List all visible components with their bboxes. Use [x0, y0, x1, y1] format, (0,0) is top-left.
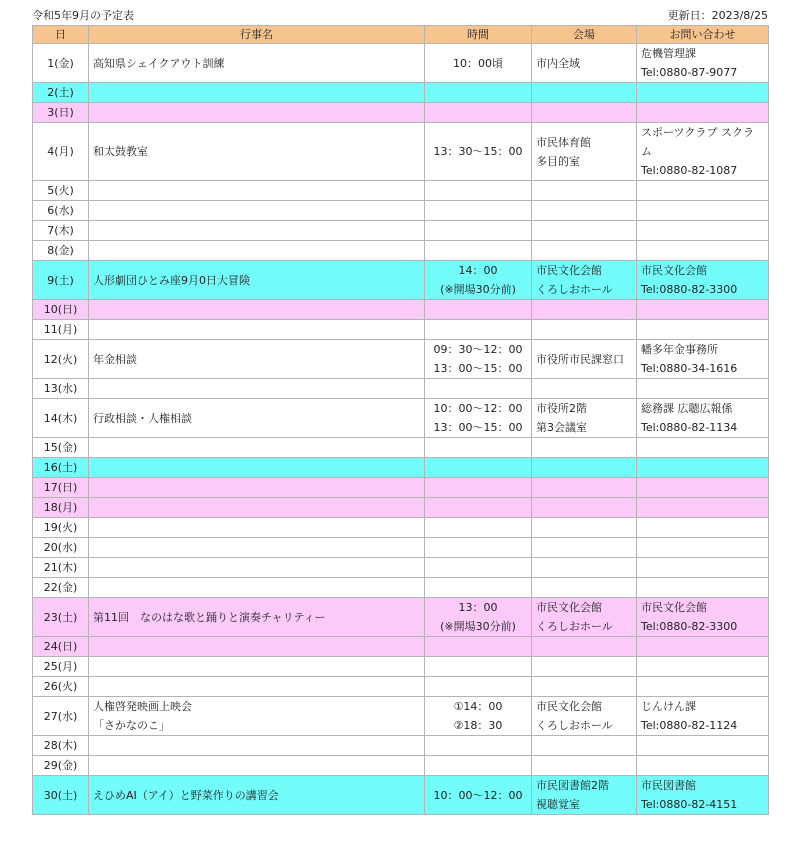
venue-text: 市民体育館: [536, 135, 591, 149]
contact-cell: [637, 221, 769, 241]
day-cell: 4(月): [33, 123, 89, 181]
contact-text: 幡多年金事務所: [641, 343, 718, 356]
contact-text: 市民図書館: [641, 779, 696, 792]
table-row: [33, 221, 769, 241]
day-cell: 15(金): [33, 438, 89, 458]
time-cell: [425, 518, 532, 538]
event-cell: [89, 123, 425, 181]
contact-cell: [637, 498, 769, 518]
event-text: 人権啓発映画上映会: [93, 700, 192, 713]
table-row: [33, 261, 769, 300]
venue-cell: [532, 657, 637, 677]
table-row: [33, 657, 769, 677]
venue-text: くろしおホール: [536, 719, 613, 732]
schedule-table-header: [33, 26, 769, 44]
day-cell: 30(土): [33, 776, 89, 815]
table-row: [33, 201, 769, 221]
venue-text: くろしおホール: [536, 620, 613, 633]
contact-text: 市民文化会館: [641, 601, 707, 614]
event-text: 年金相談: [93, 352, 137, 366]
contact-cell: [637, 181, 769, 201]
event-cell: [89, 221, 425, 241]
table-row: [33, 181, 769, 201]
table-row: [33, 458, 769, 478]
venue-cell: [532, 83, 637, 103]
event-cell: [89, 438, 425, 458]
venue-cell: [532, 756, 637, 776]
contact-cell: [637, 538, 769, 558]
column-header-day: 日: [33, 26, 89, 44]
time-text: 10：00～12：00: [433, 402, 523, 415]
venue-cell: [532, 478, 637, 498]
event-cell: [89, 261, 425, 300]
contact-text: Tel:0880-82-1134: [641, 421, 738, 434]
time-text: (※開場30分前): [440, 283, 516, 296]
column-header-time: 時間: [425, 26, 532, 44]
table-row: [33, 340, 769, 379]
event-cell: [89, 598, 425, 637]
time-text: 10：00～12：00: [433, 788, 523, 802]
table-row: [33, 241, 769, 261]
contact-cell: [637, 697, 769, 736]
event-cell: [89, 776, 425, 815]
time-cell: [425, 657, 532, 677]
table-row: [33, 83, 769, 103]
time-cell: [425, 578, 532, 598]
table-row: [33, 300, 769, 320]
event-cell: [89, 103, 425, 123]
time-cell: [425, 300, 532, 320]
time-cell: [425, 637, 532, 657]
venue-cell: [532, 201, 637, 221]
day-cell: 17(日): [33, 478, 89, 498]
contact-cell: [637, 598, 769, 637]
schedule-table-body: [33, 44, 769, 815]
contact-cell: [637, 83, 769, 103]
event-cell: [89, 637, 425, 657]
event-text: えひめAI（アイ）と野菜作りの講習会: [93, 788, 279, 802]
day-cell: 12(火): [33, 340, 89, 379]
contact-text: 危機管理課: [641, 47, 696, 60]
day-cell: 26(火): [33, 677, 89, 697]
table-row: [33, 103, 769, 123]
table-row: [33, 478, 769, 498]
time-cell: [425, 736, 532, 756]
event-cell: [89, 340, 425, 379]
event-cell: [89, 399, 425, 438]
contact-cell: [637, 458, 769, 478]
venue-cell: [532, 261, 637, 300]
time-cell: [425, 221, 532, 241]
table-row: [33, 756, 769, 776]
contact-text: Tel:0880-82-1087: [641, 164, 738, 177]
event-cell: [89, 300, 425, 320]
venue-cell: [532, 123, 637, 181]
table-row: [33, 677, 769, 697]
contact-cell: [637, 637, 769, 657]
time-text: 13：00～15：00: [433, 362, 523, 375]
column-header-venue: 会場: [532, 26, 637, 44]
time-text: 09：30～12：00: [433, 343, 523, 356]
day-cell: 2(土): [33, 83, 89, 103]
time-cell: [425, 677, 532, 697]
contact-text: Tel:0880-82-4151: [641, 798, 738, 811]
day-cell: 22(金): [33, 578, 89, 598]
time-cell: [425, 458, 532, 478]
page-title: 令和5年9月の予定表: [32, 9, 134, 22]
contact-text: ム: [641, 145, 652, 158]
day-cell: 25(月): [33, 657, 89, 677]
venue-text: 市民文化会館: [536, 601, 602, 614]
venue-text: 市民文化会館: [536, 264, 602, 277]
contact-cell: [637, 657, 769, 677]
venue-cell: [532, 637, 637, 657]
table-row: [33, 598, 769, 637]
contact-text: Tel:0880-82-1124: [641, 719, 738, 732]
contact-cell: [637, 261, 769, 300]
venue-cell: [532, 379, 637, 399]
event-cell: [89, 181, 425, 201]
venue-cell: [532, 736, 637, 756]
contact-text: Tel:0880-34-1616: [641, 362, 738, 375]
venue-text: 市役所市民課窓口: [536, 352, 624, 366]
time-cell: [425, 44, 532, 83]
event-cell: [89, 201, 425, 221]
time-text: ①14：00: [453, 700, 503, 713]
contact-cell: [637, 399, 769, 438]
venue-text: 市民図書館2階: [536, 779, 609, 792]
contact-cell: [637, 478, 769, 498]
event-text: 和太鼓教室: [93, 145, 148, 158]
time-cell: [425, 320, 532, 340]
venue-cell: [532, 538, 637, 558]
venue-text: 第3会議室: [536, 421, 587, 434]
time-cell: [425, 498, 532, 518]
venue-text: 市役所2階: [536, 402, 587, 415]
contact-text: Tel:0880-82-3300: [641, 283, 738, 296]
venue-text: 市内全域: [536, 56, 580, 70]
venue-cell: [532, 458, 637, 478]
event-cell: [89, 498, 425, 518]
event-cell: [89, 478, 425, 498]
event-text: 「さかなのこ」: [93, 719, 170, 732]
table-row: [33, 776, 769, 815]
venue-cell: [532, 438, 637, 458]
column-header-contact: お問い合わせ: [637, 26, 769, 44]
table-row: [33, 578, 769, 598]
day-cell: 23(土): [33, 598, 89, 637]
venue-cell: [532, 340, 637, 379]
event-cell: [89, 736, 425, 756]
contact-text: 総務課 広聴広報係: [641, 402, 733, 415]
event-text: 行政相談・人権相談: [93, 411, 192, 425]
contact-cell: [637, 736, 769, 756]
day-cell: 9(土): [33, 261, 89, 300]
table-row: [33, 518, 769, 538]
contact-text: 市民文化会館: [641, 264, 707, 277]
page-header: [32, 8, 768, 24]
day-cell: 10(日): [33, 300, 89, 320]
venue-cell: [532, 578, 637, 598]
time-text: 13：30～15：00: [433, 145, 523, 158]
day-cell: 8(金): [33, 241, 89, 261]
contact-text: スポーツクラブ スクラ: [641, 126, 754, 139]
day-cell: 11(月): [33, 320, 89, 340]
time-text: 10：00頃: [453, 56, 503, 70]
day-cell: 29(金): [33, 756, 89, 776]
time-cell: [425, 558, 532, 578]
table-row: [33, 438, 769, 458]
contact-cell: [637, 578, 769, 598]
event-cell: [89, 379, 425, 399]
venue-cell: [532, 221, 637, 241]
day-cell: 21(木): [33, 558, 89, 578]
day-cell: 7(木): [33, 221, 89, 241]
table-row: [33, 736, 769, 756]
event-cell: [89, 578, 425, 598]
venue-cell: [532, 598, 637, 637]
column-header-event: 行事名: [89, 26, 425, 44]
venue-cell: [532, 518, 637, 538]
venue-cell: [532, 498, 637, 518]
event-text: 人形劇団ひとみ座9月0日大冒険: [93, 273, 250, 287]
table-row: [33, 379, 769, 399]
venue-cell: [532, 300, 637, 320]
event-cell: [89, 83, 425, 103]
table-row: [33, 320, 769, 340]
contact-cell: [637, 300, 769, 320]
time-cell: [425, 697, 532, 736]
time-cell: [425, 83, 532, 103]
day-cell: 3(日): [33, 103, 89, 123]
contact-cell: [637, 340, 769, 379]
contact-cell: [637, 320, 769, 340]
venue-cell: [532, 44, 637, 83]
time-text: 13：00～15：00: [433, 421, 523, 434]
event-cell: [89, 558, 425, 578]
venue-cell: [532, 399, 637, 438]
time-cell: [425, 776, 532, 815]
venue-cell: [532, 776, 637, 815]
event-cell: [89, 44, 425, 83]
table-row: [33, 123, 769, 181]
contact-cell: [637, 756, 769, 776]
day-cell: 16(土): [33, 458, 89, 478]
table-row: [33, 697, 769, 736]
contact-cell: [637, 103, 769, 123]
time-cell: [425, 103, 532, 123]
time-cell: [425, 241, 532, 261]
day-cell: 20(水): [33, 538, 89, 558]
time-text: (※開場30分前): [440, 620, 516, 633]
table-row: [33, 399, 769, 438]
contact-text: Tel:0880-82-3300: [641, 620, 738, 633]
time-cell: [425, 379, 532, 399]
venue-text: くろしおホール: [536, 283, 613, 296]
venue-cell: [532, 241, 637, 261]
venue-text: 多目的室: [536, 154, 580, 168]
schedule-table: [32, 25, 769, 815]
contact-cell: [637, 241, 769, 261]
time-text: 13：00: [458, 601, 498, 614]
venue-cell: [532, 558, 637, 578]
event-cell: [89, 458, 425, 478]
contact-cell: [637, 123, 769, 181]
time-text: ②18：30: [453, 719, 503, 732]
time-text: 14：00: [458, 264, 498, 277]
time-cell: [425, 538, 532, 558]
venue-cell: [532, 181, 637, 201]
event-cell: [89, 320, 425, 340]
day-cell: 1(金): [33, 44, 89, 83]
day-cell: 27(水): [33, 697, 89, 736]
event-cell: [89, 756, 425, 776]
venue-cell: [532, 677, 637, 697]
time-cell: [425, 340, 532, 379]
venue-cell: [532, 320, 637, 340]
time-cell: [425, 181, 532, 201]
time-cell: [425, 201, 532, 221]
day-cell: 19(火): [33, 518, 89, 538]
day-cell: 6(水): [33, 201, 89, 221]
venue-text: 市民文化会館: [536, 700, 602, 713]
time-cell: [425, 438, 532, 458]
venue-text: 視聴覚室: [536, 798, 580, 811]
time-cell: [425, 756, 532, 776]
day-cell: 5(火): [33, 181, 89, 201]
time-cell: [425, 123, 532, 181]
time-cell: [425, 399, 532, 438]
time-cell: [425, 598, 532, 637]
time-cell: [425, 478, 532, 498]
event-cell: [89, 697, 425, 736]
contact-cell: [637, 558, 769, 578]
contact-cell: [637, 518, 769, 538]
event-cell: [89, 518, 425, 538]
event-cell: [89, 657, 425, 677]
event-cell: [89, 241, 425, 261]
event-cell: [89, 538, 425, 558]
venue-cell: [532, 103, 637, 123]
day-cell: 24(日): [33, 637, 89, 657]
day-cell: 13(水): [33, 379, 89, 399]
table-row: [33, 538, 769, 558]
contact-cell: [637, 379, 769, 399]
updated-date: 更新日：2023/8/25: [667, 9, 768, 22]
contact-cell: [637, 438, 769, 458]
event-cell: [89, 677, 425, 697]
contact-cell: [637, 201, 769, 221]
contact-cell: [637, 776, 769, 815]
contact-text: じんけん課: [641, 700, 696, 713]
day-cell: 18(月): [33, 498, 89, 518]
day-cell: 28(木): [33, 736, 89, 756]
table-row: [33, 498, 769, 518]
contact-cell: [637, 677, 769, 697]
contact-text: Tel:0880-87-9077: [641, 66, 738, 79]
event-text: 第11回 なのはな歌と踊りと演奏チャリティー: [93, 610, 326, 624]
table-row: [33, 558, 769, 578]
day-cell: 14(木): [33, 399, 89, 438]
time-cell: [425, 261, 532, 300]
venue-cell: [532, 697, 637, 736]
event-text: 高知県シェイクアウト訓練: [93, 56, 225, 70]
table-row: [33, 637, 769, 657]
table-row: [33, 44, 769, 83]
contact-cell: [637, 44, 769, 83]
